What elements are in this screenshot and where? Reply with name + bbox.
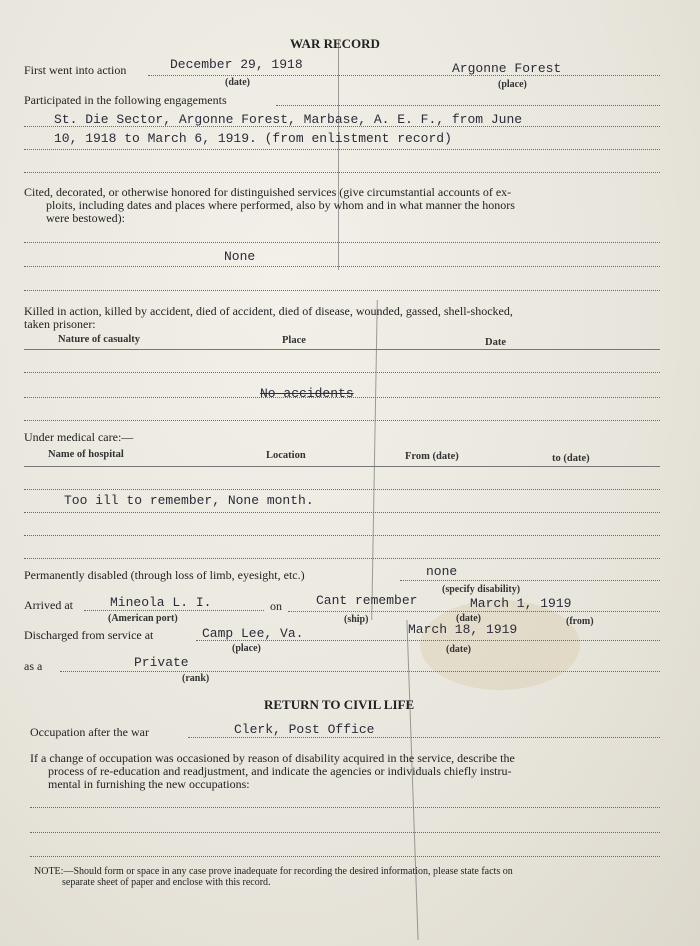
first-action-place-value: Argonne Forest [452, 61, 562, 76]
arrived-date-value: March 1, 1919 [470, 596, 572, 611]
change-question-line: process of re-education and readjustment, and indicate the agencies or individuals chiefly instru- [48, 764, 512, 778]
change-line [30, 856, 660, 857]
medical-label: Under medical care:— [24, 430, 134, 444]
civil-life-title: RETURN TO CIVIL LIFE [264, 697, 415, 712]
disabled-label: Permanently disabled (through loss of limb, eyesight, etc.) [24, 568, 305, 582]
casualty-question-line: taken prisoner: [24, 317, 96, 331]
casualty-header-rule [24, 349, 660, 350]
discharged-place-value: Camp Lee, Va. [202, 626, 304, 641]
engagements-label: Participated in the following engagements [24, 93, 227, 107]
col-to-date: to (date) [552, 453, 590, 464]
casualty-value: No accidents [260, 386, 354, 401]
discharged-label: Discharged from service at [24, 628, 154, 642]
paper-stain [420, 600, 580, 690]
col-location: Location [266, 450, 306, 461]
change-question [30, 752, 515, 791]
citations-question-line: ploits, including dates and places where performed, also by whom and in what manner the honors [46, 198, 515, 212]
place-caption: (place) [232, 643, 261, 654]
first-action-label: First went into action [24, 63, 127, 77]
medical-header-rule [24, 466, 660, 467]
from-caption: (from) [566, 616, 594, 627]
casualty-question-line: Killed in action, killed by accident, died of accident, died of disease, wounded, gassed, shell-shocked, [24, 304, 513, 318]
arrived-ship-value: Cant remember [316, 593, 418, 608]
fold-line [371, 300, 378, 620]
citations-question-line: Cited, decorated, or otherwise honored for distinguished services (give circumstantial accounts of ex- [24, 185, 512, 199]
change-question-line: If a change of occupation was occasioned by reason of disability acquired in the service, describe the [30, 751, 515, 765]
port-caption: (American port) [108, 613, 178, 624]
date-caption: (date) [446, 644, 471, 655]
arrived-port-line [84, 610, 264, 611]
date-caption: (date) [456, 613, 481, 624]
casualty-line [24, 397, 660, 398]
engagements-line [24, 149, 660, 150]
arrived-port-value: Mineola L. I. [110, 595, 212, 610]
medical-line [24, 535, 660, 536]
disabled-caption: (specify disability) [442, 584, 521, 595]
note [34, 866, 513, 888]
col-from-date: From (date) [405, 451, 459, 462]
occupation-line [188, 737, 660, 738]
change-line [30, 807, 660, 808]
engagements-value-line-2: 10, 1918 to March 6, 1919. (from enlistment record) [54, 131, 452, 146]
casualty-question [24, 305, 513, 331]
occupation-value: Clerk, Post Office [234, 722, 375, 737]
disabled-value: none [426, 564, 458, 579]
engagements-line [276, 105, 660, 106]
first-action-date-value: December 29, 1918 [170, 57, 303, 72]
casualty-line [24, 372, 660, 373]
arrived-ship-line [288, 611, 660, 612]
medical-line [24, 558, 660, 559]
medical-line [24, 489, 660, 490]
citations-line [24, 266, 660, 267]
engagements-line [24, 126, 660, 127]
casualty-line [24, 420, 660, 421]
disabled-line [400, 580, 660, 581]
citations-value: None [224, 249, 256, 264]
col-place: Place [282, 335, 306, 346]
change-line [30, 832, 660, 833]
note-line: NOTE:—Should form or space in any case prove inadequate for recording the desired information, please state facts on [34, 866, 513, 877]
arrived-at-label: Arrived at [24, 598, 73, 612]
col-nature: Nature of casualty [58, 334, 141, 345]
note-line: separate sheet of paper and enclose with this record. [62, 877, 271, 888]
discharged-date-value: March 18, 1919 [408, 622, 518, 637]
medical-line [24, 512, 660, 513]
citations-line [24, 242, 660, 243]
occupation-label: Occupation after the war [30, 725, 149, 739]
col-date: Date [485, 337, 506, 348]
arrived-on-label: on [270, 599, 282, 613]
change-question-line: mental in furnishing the new occupations: [48, 777, 250, 791]
citations-question [24, 186, 515, 225]
col-hospital: Name of hospital [48, 449, 124, 460]
engagements-value-line-1: St. Die Sector, Argonne Forest, Marbase, A. E. F., from June [54, 112, 523, 127]
engagements-line [24, 172, 660, 173]
citations-line [24, 290, 660, 291]
rank-line [60, 671, 660, 672]
citations-question-line: were bestowed): [46, 211, 125, 225]
rank-value: Private [134, 655, 189, 670]
date-caption: (date) [225, 77, 250, 88]
medical-value: Too ill to remember, None month. [64, 493, 314, 508]
first-action-line [148, 75, 660, 76]
form-title: WAR RECORD [290, 36, 380, 51]
ship-caption: (ship) [344, 614, 369, 625]
rank-label: as a [24, 659, 43, 673]
rank-caption: (rank) [182, 673, 210, 684]
place-caption: (place) [498, 79, 527, 90]
